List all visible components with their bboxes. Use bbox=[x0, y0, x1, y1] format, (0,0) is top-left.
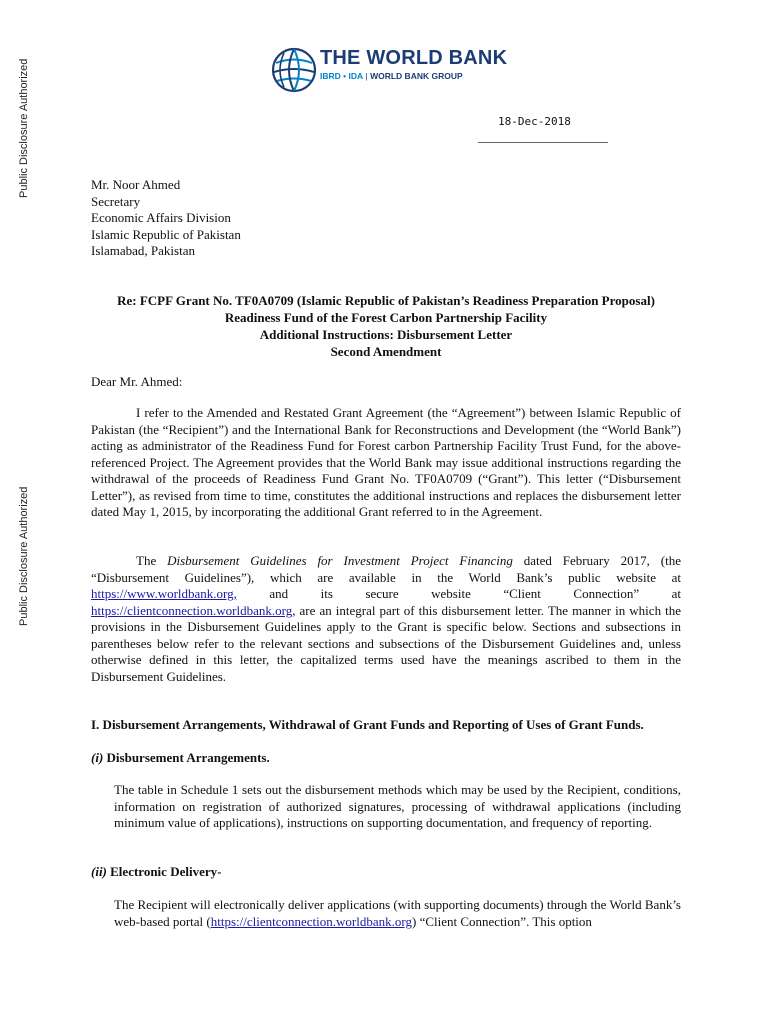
address-line: Secretary bbox=[91, 193, 141, 209]
world-bank-logo bbox=[270, 44, 510, 96]
date-underline bbox=[478, 142, 608, 143]
address-line: Islamabad, Pakistan bbox=[91, 243, 195, 258]
guidelines-title: Disbursement Guidelines for Investment Project Financing bbox=[167, 553, 513, 568]
section-heading: I. Disbursement Arrangements, Withdrawal of Grant Funds and Reporting of Uses of Grant Funds. bbox=[91, 717, 644, 732]
subject-line: Second Amendment bbox=[330, 344, 442, 359]
globe-icon bbox=[270, 46, 318, 94]
subsection-heading: (i) Disbursement Arrangements. bbox=[91, 750, 270, 765]
recipient-address bbox=[91, 177, 241, 260]
subject-line: Additional Instructions: Disbursement Letter bbox=[259, 327, 513, 342]
paragraph-guidelines: The Disbursement Guidelines for Investment Project Financing dated February 2017, (the “Disbursement Guidelines”), which are available in the World Bank’s public website at https://www.worldbank.org, and its secure website “Client Connection” at https://clientconnection.worldbank.org, are an integral part of this disbursement letter. The manner in which the provisions in the Disbursement Guidelines apply to the Grant is specific below. Sections and subsections in parentheses below refer to the relevant sections and subsections of the Disbursement Guidelines and, unless otherwise defined in this letter, the capitalized terms used have the meanings ascribed to them in the Disbursement Guidelines. bbox=[91, 553, 681, 684]
subject-block bbox=[91, 292, 681, 360]
subject-line: Readiness Fund of the Forest Carbon Partnership Facility bbox=[224, 310, 548, 325]
address-line: Islamic Republic of Pakistan bbox=[91, 226, 241, 242]
disclosure-label-top: Public Disclosure Authorized bbox=[18, 58, 30, 198]
letter-date: 18-Dec-2018 bbox=[498, 115, 571, 128]
disclosure-label-middle: Public Disclosure Authorized bbox=[18, 486, 30, 626]
logo-subtitle: IBRD • IDA | WORLD BANK GROUP bbox=[320, 71, 463, 81]
address-line: Mr. Noor Ahmed bbox=[91, 177, 181, 192]
client-connection-link[interactable]: https://clientconnection.worldbank.org bbox=[210, 913, 412, 929]
address-line: Economic Affairs Division bbox=[91, 210, 231, 225]
subject-line: Re: FCPF Grant No. TF0A0709 (Islamic Republic of Pakistan’s Readiness Preparation Proposal) bbox=[117, 293, 655, 308]
subsection-text: The table in Schedule 1 sets out the disbursement methods which may be used by the Recipient, conditions, information on registration of authorized signatures, processing of withdrawal applications (including minimum value of applications), instructions on supporting documentation, and frequency of reporting. bbox=[114, 782, 681, 830]
subsection-heading: (ii) Electronic Delivery- bbox=[91, 864, 222, 879]
logo-title: THE WORLD BANK bbox=[320, 47, 508, 69]
salutation: Dear Mr. Ahmed: bbox=[91, 374, 183, 389]
worldbank-link[interactable]: https://www.worldbank.org, bbox=[91, 586, 237, 601]
client-connection-link[interactable]: https://clientconnection.worldbank.org bbox=[91, 602, 293, 618]
subsection-text: The Recipient will electronically deliver applications (with supporting documents) through the World Bank’s web-based portal (https://clientconnection.worldbank.org) “Client Connection”. This option bbox=[114, 897, 681, 929]
paragraph-agreement: I refer to the Amended and Restated Grant Agreement (the “Agreement”) between Islamic Republic of Pakistan (the “Recipient”) and the International Bank for Reconstructions and Development (the “World Bank”) acting as administrator of the Readiness Fund for Forest carbon Partnership Facility Trust Fund, for the above-referenced Project. The Agreement provides that the World Bank may issue additional instructions regarding the withdrawal of the proceeds of Readiness Fund Grant No. TF0A0709 (“Grant”). This letter (“Disbursement Letter”), as revised from time to time, constitutes the additional instructions and replaces the disbursement letter dated May 1, 2015, by incorporating the additional Grant referred to in the Agreement. bbox=[91, 405, 681, 519]
